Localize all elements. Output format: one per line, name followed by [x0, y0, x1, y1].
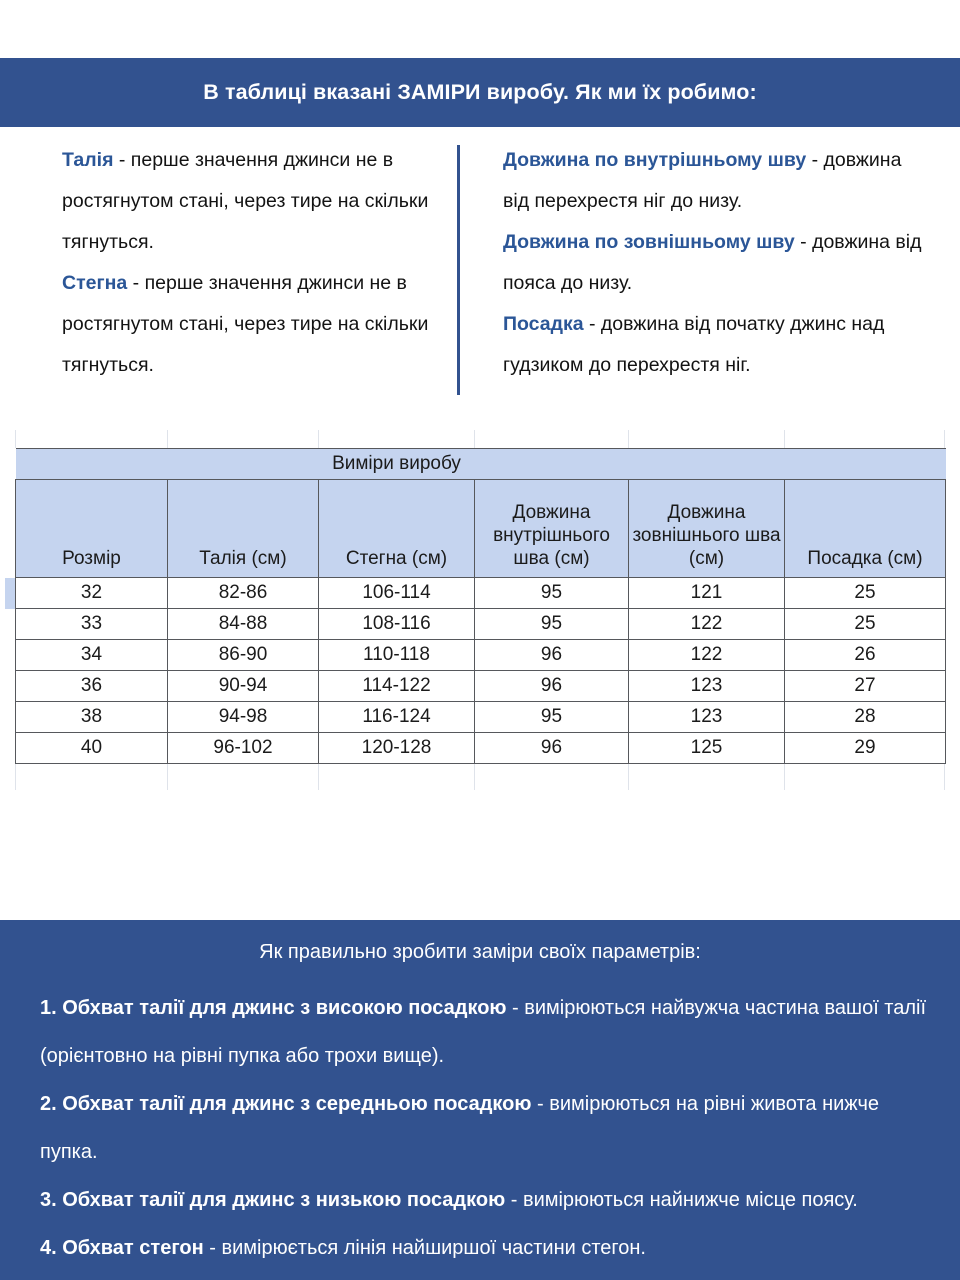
explanation-term: Стегна	[62, 272, 128, 294]
explanation-text: - перше значення джинси не в ростягнутом стані, через тире на скільки тягнуться.	[62, 272, 429, 376]
merged-spacer-cell	[16, 449, 168, 480]
instruction-lead: 3. Обхват талії для джинс з низькою посадкою	[40, 1189, 506, 1211]
cell-rise: 26	[785, 640, 946, 671]
table-row	[16, 733, 946, 764]
cell-rise: 28	[785, 702, 946, 733]
merged-spacer-cell	[475, 449, 629, 480]
merged-spacer-cell	[629, 449, 785, 480]
instruction-text: - вимірюються найнижче місце поясу.	[505, 1189, 858, 1211]
cell-hips: 106-114	[319, 578, 475, 609]
instruction-text: - вимірюються найвужча частина вашої талії (орієнтовно на рівні пупка або трохи вище).	[40, 997, 927, 1067]
column-header-rise: Посадка (см)	[785, 480, 946, 578]
cell-waist: 90-94	[168, 671, 319, 702]
size-table-container	[0, 430, 960, 800]
cell-hips: 120-128	[319, 733, 475, 764]
merged-spacer-cell	[168, 449, 319, 480]
cell-outseam: 121	[629, 578, 785, 609]
cell-inseam: 96	[475, 733, 629, 764]
cell-rise: 25	[785, 578, 946, 609]
cell-hips: 108-116	[319, 609, 475, 640]
instructions-title: Як правильно зробити заміри своїх параметрів:	[259, 941, 701, 963]
instruction-lead: 1. Обхват талії для джинс з високою посадкою	[40, 997, 507, 1019]
column-header-hips: Стегна (см)	[319, 480, 475, 578]
cell-inseam: 95	[475, 609, 629, 640]
cell-waist: 86-90	[168, 640, 319, 671]
cell-rise: 25	[785, 609, 946, 640]
cell-hips: 110-118	[319, 640, 475, 671]
explanation-text: - довжина від перехрестя ніг до низу.	[503, 149, 902, 212]
cell-hips: 116-124	[319, 702, 475, 733]
cell-waist: 96-102	[168, 733, 319, 764]
cell-outseam: 122	[629, 640, 785, 671]
table-row	[16, 640, 946, 671]
cell-inseam: 95	[475, 702, 629, 733]
cell-outseam: 123	[629, 671, 785, 702]
cell-size: 33	[16, 609, 168, 640]
table-row	[16, 702, 946, 733]
table-row	[16, 609, 946, 640]
explanation-text: - довжина від пояса до низу.	[503, 231, 922, 294]
explanation-item	[503, 304, 923, 386]
table-merged-header-label: Виміри виробу	[319, 449, 475, 480]
table-row	[16, 578, 946, 609]
cell-inseam: 95	[475, 578, 629, 609]
cell-inseam: 96	[475, 640, 629, 671]
cell-size: 38	[16, 702, 168, 733]
column-header-size: Розмір	[16, 480, 168, 578]
cell-waist: 82-86	[168, 578, 319, 609]
cell-waist: 84-88	[168, 609, 319, 640]
cell-hips: 114-122	[319, 671, 475, 702]
cell-rise: 27	[785, 671, 946, 702]
size-table	[15, 448, 946, 764]
instruction-lead: 4. Обхват стегон	[40, 1237, 204, 1259]
instruction-text: - вимірюються на рівні живота нижче пупка.	[40, 1093, 880, 1163]
top-banner	[0, 58, 960, 127]
cell-outseam: 122	[629, 609, 785, 640]
merged-spacer-cell	[785, 449, 946, 480]
cell-size: 36	[16, 671, 168, 702]
instruction-text: - вимірюється лінія найширшої частини стегон.	[203, 1237, 646, 1259]
instruction-lead: 2. Обхват талії для джинс з середньою посадкою	[40, 1093, 532, 1115]
explanation-item	[62, 263, 440, 386]
cell-rise: 29	[785, 733, 946, 764]
page-title: В таблиці вказані ЗАМІРИ виробу. Як ми їх робимо:	[203, 80, 757, 104]
explanation-term: Талія	[62, 149, 114, 171]
explanation-text: - перше значення джинси не в ростягнутом стані, через тире на скільки тягнуться.	[62, 149, 429, 253]
explanations-left-column	[62, 140, 440, 386]
column-divider	[457, 145, 460, 395]
column-header-waist: Талія (см)	[168, 480, 319, 578]
explanation-item	[503, 140, 923, 222]
explanation-item	[62, 140, 440, 263]
cell-inseam: 96	[475, 671, 629, 702]
table-header-row	[16, 480, 946, 578]
measurement-instructions-section	[0, 920, 960, 1280]
table-row	[16, 671, 946, 702]
cell-outseam: 123	[629, 702, 785, 733]
explanations-right-column	[503, 140, 923, 386]
explanation-term: Довжина по зовнішньому шву	[503, 231, 795, 253]
column-header-inseam: Довжина внутрішнього шва (см)	[475, 480, 629, 578]
explanation-term: Довжина по внутрішньому шву	[503, 149, 807, 171]
cell-outseam: 125	[629, 733, 785, 764]
measurement-explanations	[0, 140, 960, 402]
explanation-text: - довжина від початку джинс над гудзиком до перехрестя ніг.	[503, 313, 885, 376]
table-merged-header-row	[16, 449, 946, 480]
explanation-item	[503, 222, 923, 304]
instructions-list	[40, 984, 930, 1272]
explanation-term: Посадка	[503, 313, 584, 335]
column-header-outseam: Довжина зовнішнього шва (см)	[629, 480, 785, 578]
cell-size: 32	[16, 578, 168, 609]
cell-size: 40	[16, 733, 168, 764]
cell-waist: 94-98	[168, 702, 319, 733]
cell-size: 34	[16, 640, 168, 671]
